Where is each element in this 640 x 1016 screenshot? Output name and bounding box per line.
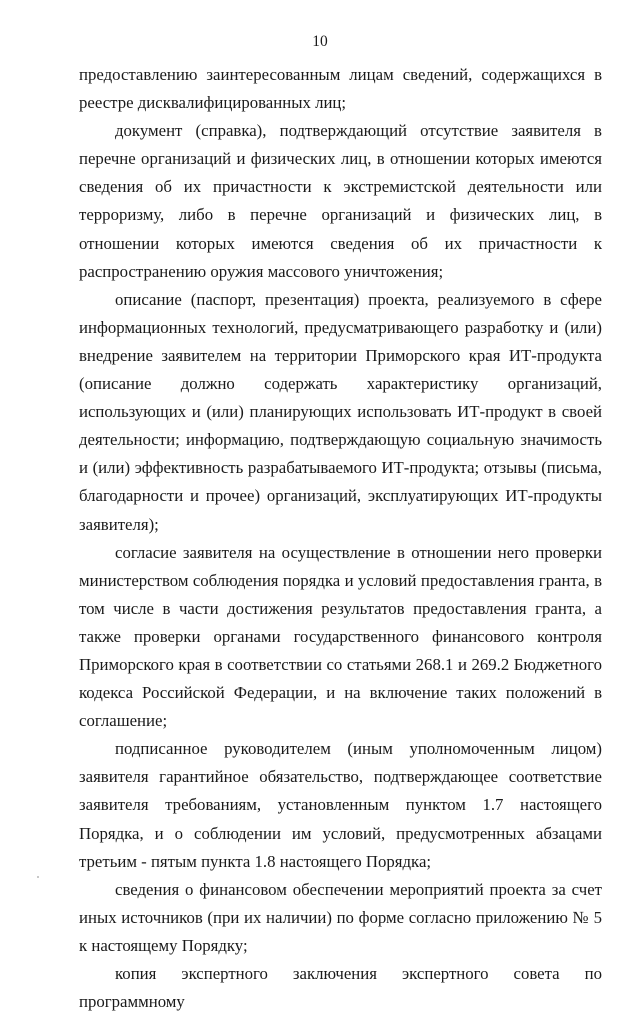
paragraph-soglasie: согласие заявителя на осуществление в отношении него проверки министерством соблюдения порядка и условий предоставления гранта, в том числе в части достижения результатов предоставления гранта, а также проверки органами государственного финансового контроля Приморского края в соответствии со статьями 268.1 и 269.2 Бюджетного кодекса Российской Федерации, и на включение таких положений в соглашение; [79, 542, 602, 731]
scan-speck [37, 876, 39, 878]
paragraph-reestr-continuation: предоставлению заинтересованным лицам сведений, содержащихся в реестре дисквалифицированных лиц; [79, 65, 602, 113]
paragraph-svedeniya-finansirovanie: сведения о финансовом обеспечении мероприятий проекта за счет иных источников (при их наличии) по форме согласно приложению № 5 к настоящему Порядку; [79, 879, 602, 955]
document-body [79, 61, 602, 1016]
paragraph-kopiya-zaklyucheniya: копия экспертного заключения экспертного совета по программному [79, 964, 602, 1012]
paragraph-spravka: документ (справка), подтверждающий отсутствие заявителя в перечне организаций и физических лиц, в отношении которых имеются сведения об их причастности к экстремистской деятельности или терроризму, либо в перечне организаций и физических лиц, в отношении которых имеются сведения об их причастности к распространению оружия массового уничтожения; [79, 121, 602, 281]
page-number: 10 [312, 33, 328, 50]
paragraph-garantiynoe-obyazatelstvo: подписанное руководителем (иным уполномоченным лицом) заявителя гарантийное обязательство, подтверждающее соответствие заявителя требованиям, установленным пунктом 1.7 настоящего Порядка, и о соблюдении им условий, предусмотренных абзацами третьим - пятым пункта 1.8 настоящего Порядка; [79, 739, 602, 871]
paragraph-opisanie-proekta: описание (паспорт, презентация) проекта, реализуемого в сфере информационных технологий, предусматривающего разработку и (или) внедрение заявителем на территории Приморского края ИТ-продукта (описание должно содержать характеристику организаций, использующих и (или) планирующих использовать ИТ-продукт в своей деятельности; информацию, подтверждающую социальную значимость и (или) эффективность разрабатываемого ИТ-продукта; отзывы (письма, благодарности и прочее) организаций, эксплуатирующих ИТ-продукты заявителя); [79, 289, 602, 534]
